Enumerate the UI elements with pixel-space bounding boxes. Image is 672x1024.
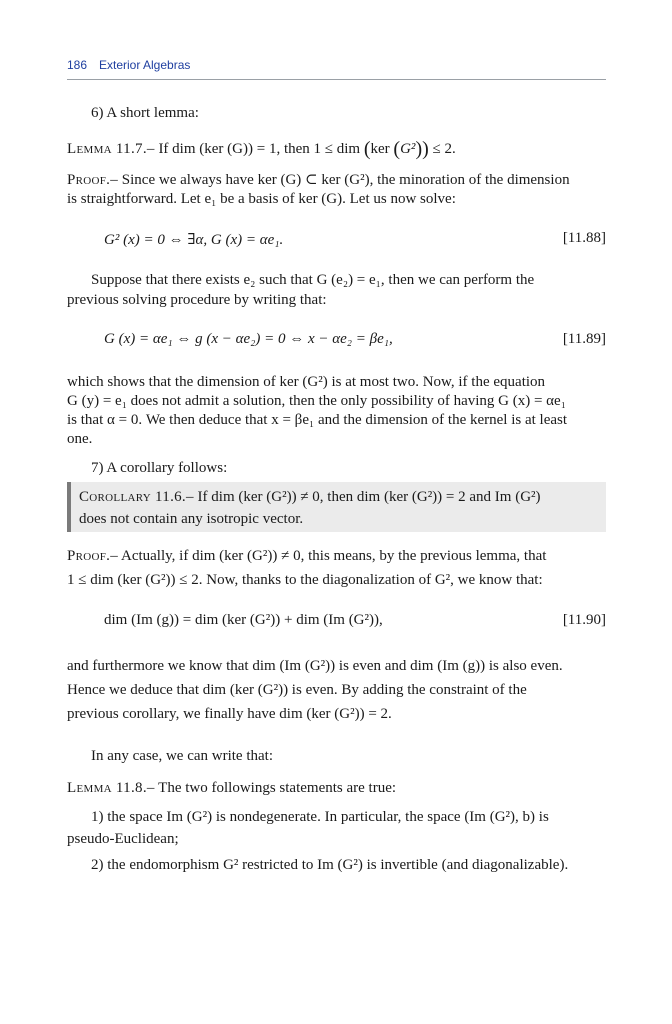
running-header [67,57,606,80]
which-line-3: is that α = 0. We then deduce that x = βe₁ and the dimension of the kernel is at least [67,412,568,428]
corollary-box [67,482,606,532]
lemma-text: The two followings statements are true: [158,780,397,796]
proof-2-line-1 [67,546,606,567]
equation-11-89 [104,331,606,353]
item-6: 6) A short lemma: [91,105,199,121]
lemma-text-b: ker [370,141,394,157]
which-line-4: one. [67,431,93,447]
lemma-11-8 [67,778,606,799]
proof-label: Proof.– [67,548,119,564]
further-line-1: and furthermore we know that dim (Im (G²)) is even and dim (Im (g)) is also even. [67,658,563,674]
statement-2: 2) the endomorphism G² restricted to Im (G²) is invertible (and diagonalizable). [91,857,569,873]
corollary-line-2: does not contain any isotropic vector. [79,511,304,527]
equation-11-88 [104,230,606,252]
equation-body: dim (Im (g)) = dim (ker (G²)) + dim (Im (G²)), [104,612,383,628]
equation-body: G² (x) = 0 ⇔ ∃α, G (x) = αe₁. [104,232,284,248]
proof-1-line-1 [67,170,606,191]
statement-1-line-2: pseudo-Euclidean; [67,831,179,847]
equation-11-90 [104,612,606,634]
any-case: In any case, we can write that: [91,748,273,764]
proof-2-text: Actually, if dim (ker (G²)) ≠ 0, this means, by the previous lemma, that [120,548,547,564]
statement-1-line-1: 1) the space Im (G²) is nondegenerate. In particular, the space (Im (G²), b) is [91,809,549,825]
equation-body: G (x) = αe₁ ⇔ g (x − αe₂) = 0 ⇔ x − αe₂ = βe₁, [104,331,393,347]
corollary-label: Corollary 11.6.– [79,489,194,505]
suppose-line-1: Suppose that there exists e₂ such that G (e₂) = e₁, then we can perform the [91,272,535,288]
equation-tag: [11.90] [562,612,606,628]
proof-1-text: Since we always have ker (G) ⊂ ker (G²), the minoration of the dimension [121,172,570,188]
item-7: 7) A corollary follows: [91,460,228,476]
which-line-1: which shows that the dimension of ker (G²) is at most two. Now, if the equation [67,374,546,390]
lemma-text-c: G² [400,141,416,157]
lemma-text-a: If dim (ker (G)) = 1, then 1 ≤ dim [158,141,364,157]
equation-tag: [11.89] [562,331,606,347]
running-title: Exterior Algebras [99,58,191,72]
proof-2-line-2: 1 ≤ dim (ker (G²)) ≤ 2. Now, thanks to the diagonalization of G², we know that: [67,572,543,588]
lemma-label: Lemma 11.7.– [67,141,155,157]
lemma-label: Lemma 11.8.– [67,780,155,796]
further-line-3: previous corollary, we finally have dim (ker (G²)) = 2. [67,706,392,722]
suppose-line-2: previous solving procedure by writing that: [67,292,327,308]
lemma-11-7: Lemma 11.7.– If dim (ker (G)) = 1, then 1 ≤ dim (ker (G²)) ≤ 2. [67,138,456,160]
equation-tag: [11.88] [562,230,606,246]
corollary-line-1 [79,487,599,508]
proof-label: Proof.– [67,172,119,188]
further-line-2: Hence we deduce that dim (ker (G²)) is even. By adding the constraint of the [67,682,527,698]
proof-1-line-2: is straightforward. Let e₁ be a basis of ker (G). Let us now solve: [67,191,456,207]
page-number: 186 [67,58,88,72]
lemma-text-d: ≤ 2. [428,141,456,157]
which-line-2: G (y) = e₁ does not admit a solution, then the only possibility of having G (x) = αe₁ [67,393,566,409]
corollary-text: If dim (ker (G²)) ≠ 0, then dim (ker (G²)) = 2 and Im (G²) [197,489,541,505]
